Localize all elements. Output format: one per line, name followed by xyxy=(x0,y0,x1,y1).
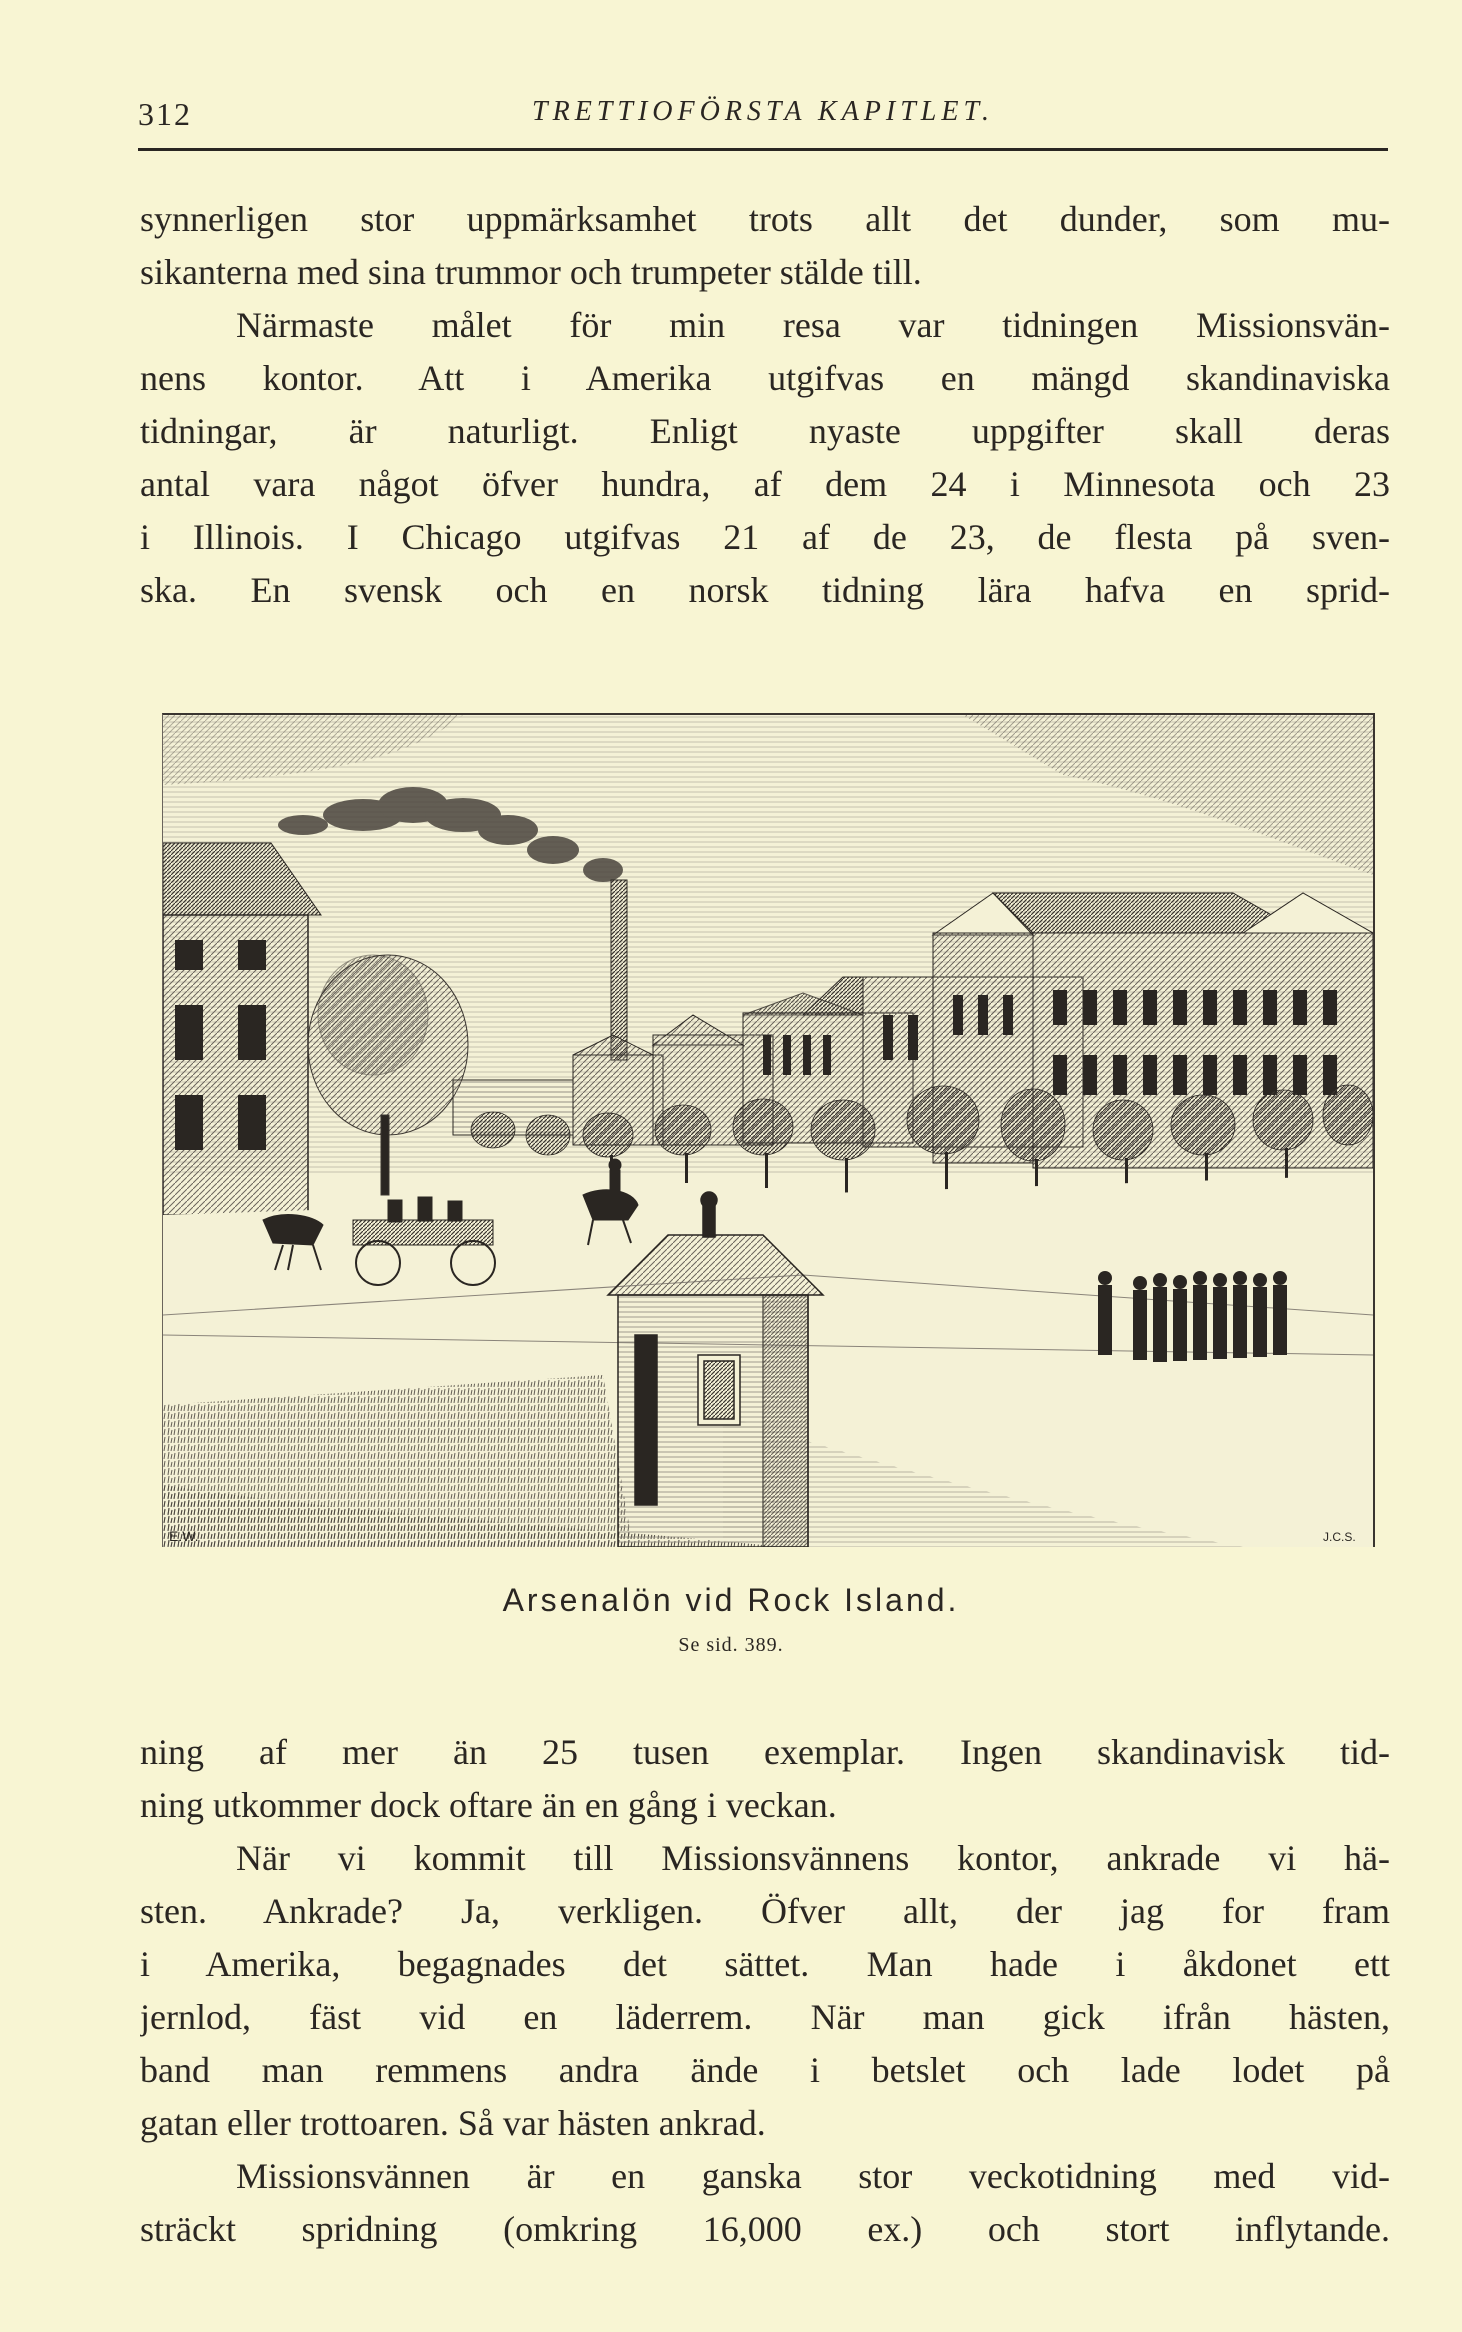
text-line: ning utkommer dock oftare än en gång i veckan. xyxy=(140,1785,837,1825)
text-line: sikanterna med sina trummor och trumpeter stälde till. xyxy=(140,252,922,292)
body-text-top xyxy=(140,193,1390,617)
text-line: sten. Ankrade? Ja, verkligen. Öfver allt, der jag for fram xyxy=(140,1891,1390,1931)
figure-caption: Arsenalön vid Rock Island. xyxy=(502,1582,960,1618)
text-line: antal vara något öfver hundra, af dem 24 i Minnesota och 23 xyxy=(140,464,1390,504)
text-line: band man remmens andra ände i betslet och lade lodet på xyxy=(140,2050,1390,2090)
engraving-arsenal xyxy=(162,713,1375,1547)
text-line: sträckt spridning (omkring 16,000 ex.) och stort inflytande. xyxy=(140,2209,1390,2249)
text-line: När vi kommit till Missionsvännens kontor, ankrade vi hä- xyxy=(236,1838,1390,1878)
figure-page-reference: Se sid. 389. xyxy=(678,1634,784,1656)
text-line: i Amerika, begagnades det sättet. Man hade i åkdonet ett xyxy=(140,1944,1390,1984)
text-line: synnerligen stor uppmärksamhet trots allt det dunder, som mu- xyxy=(140,199,1390,239)
text-line: Närmaste målet för min resa var tidningen Missionsvän- xyxy=(236,305,1390,345)
text-line: Missionsvännen är en ganska stor veckotidning med vid- xyxy=(236,2156,1390,2196)
chapter-title: TRETTIOFÖRSTA KAPITLET. xyxy=(532,96,994,127)
text-line: ning af mer än 25 tusen exemplar. Ingen skandinavisk tid- xyxy=(140,1732,1390,1772)
header-rule xyxy=(138,148,1388,151)
text-line: ska. En svensk och en norsk tidning lära hafva en sprid- xyxy=(140,570,1390,610)
text-line: i Illinois. I Chicago utgifvas 21 af de 23, de flesta på sven- xyxy=(140,517,1390,557)
left-building xyxy=(163,843,321,1215)
body-text-bottom xyxy=(140,1726,1390,2256)
page-number: 312 xyxy=(138,96,192,132)
running-head xyxy=(138,96,1388,136)
engraver-signature-left: E.W. xyxy=(169,1528,199,1544)
text-line: jernlod, fäst vid en läderrem. När man gick ifrån hästen, xyxy=(140,1997,1390,2037)
text-line: tidningar, är naturligt. Enligt nyaste uppgifter skall deras xyxy=(140,411,1390,451)
text-line: nens kontor. Att i Amerika utgifvas en mängd skandinaviska xyxy=(140,358,1390,398)
text-line: gatan eller trottoaren. Så var hästen ankrad. xyxy=(140,2103,766,2143)
engraver-signature-right: J.C.S. xyxy=(1323,1530,1356,1544)
